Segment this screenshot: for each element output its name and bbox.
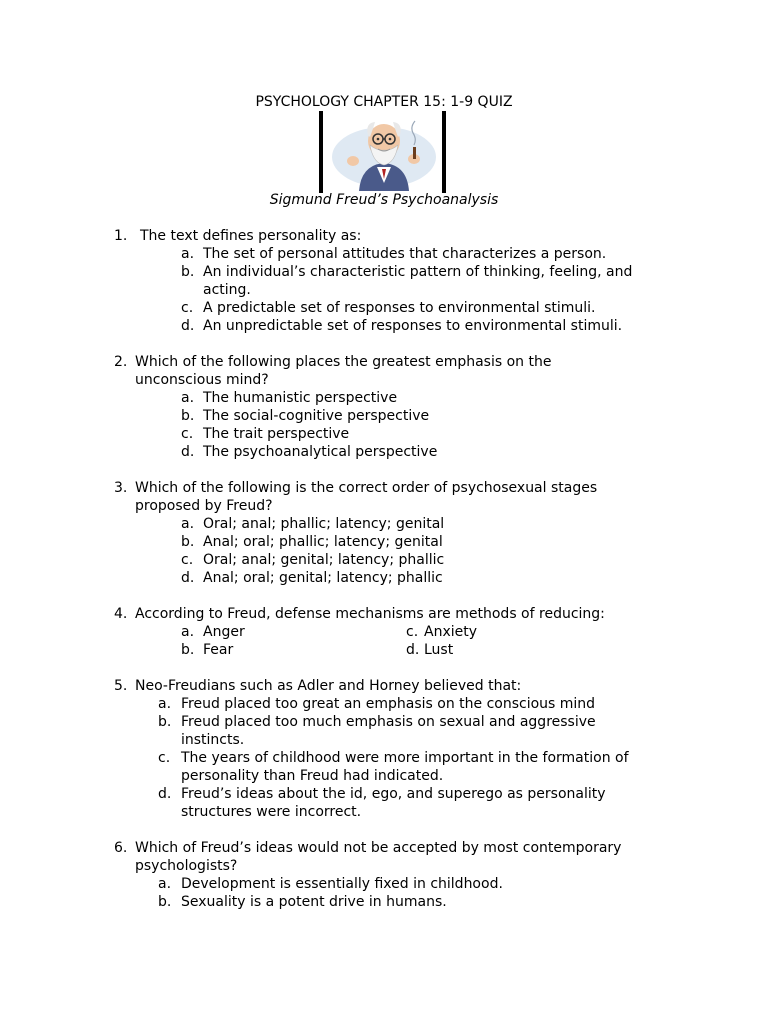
answer-option [0,425,768,443]
answer-option [0,533,768,551]
option-text: The humanistic perspective [203,390,398,406]
answer-option [0,443,768,461]
option-text: The set of personal attitudes that characterizes a person. [203,246,607,262]
question-4 [0,605,768,659]
option-letter: b. [158,714,172,730]
option-letter: b. [158,894,172,910]
option-letter: b. [181,264,195,280]
question-number: 4. [114,606,128,622]
answer-option [0,263,768,299]
answer-option [0,299,768,317]
option-text: An unpredictable set of responses to environmental stimuli. [203,318,623,334]
option-text: A predictable set of responses to environmental stimuli. [203,300,596,316]
option-text: Oral; anal; genital; latency; phallic [203,552,445,568]
option-text: Anger [203,624,245,640]
answer-option [0,785,768,821]
answer-option [0,893,768,911]
answer-option [0,245,768,263]
option-text: Sexuality is a potent drive in humans. [181,894,447,910]
option-letter: d. [181,318,195,334]
option-letter: c. [181,300,194,316]
question-text: Which of Freud’s ideas would not be accepted by most contemporary psychologists? [135,840,622,874]
question-number: 3. [114,480,128,496]
document-subtitle: Sigmund Freud’s Psychoanalysis [269,192,499,208]
option-text: An individual’s characteristic pattern of thinking, feeling, and acting. [203,264,633,298]
option-text: The years of childhood were more important in the formation of personality than Freud had indicated. [181,750,629,784]
question-text: According to Freud, defense mechanisms are methods of reducing: [135,606,605,622]
option-text: Anxiety [424,624,478,640]
option-letter: d. [158,786,172,802]
option-text: Freud placed too much emphasis on sexual and aggressive instincts. [181,714,596,748]
option-letter: a. [158,696,172,712]
question-text: The text defines personality as: [140,228,362,244]
option-text: Anal; oral; phallic; latency; genital [203,534,443,550]
option-text: The psychoanalytical perspective [203,444,438,460]
option-text: The social-cognitive perspective [203,408,430,424]
option-text: Anal; oral; genital; latency; phallic [203,570,443,586]
option-text: Freud’s ideas about the id, ego, and superego as personality structures were incorrect. [181,786,606,820]
answer-option [0,389,768,407]
option-text: Fear [203,642,234,658]
option-letter: d. [181,570,195,586]
option-letter: c. [158,750,171,766]
option-letter: a. [181,246,195,262]
option-letter: a. [181,624,195,640]
answer-option [0,695,768,713]
question-number: 1. [114,228,128,244]
question-6 [0,839,768,911]
answer-option [0,749,768,785]
figure-left-bar [319,111,323,193]
option-letter: b. [181,408,195,424]
answer-option [0,515,768,533]
answer-options-grid [0,623,768,659]
option-text: Lust [424,642,454,658]
option-letter: a. [181,516,195,532]
answer-option [0,569,768,587]
option-letter: b. [181,642,195,658]
answer-option [0,875,768,893]
option-text: Oral; anal; phallic; latency; genital [203,516,445,532]
page-title: PSYCHOLOGY CHAPTER 15: 1-9 QUIZ [255,94,513,110]
option-text: Development is essentially fixed in childhood. [181,876,503,892]
question-number: 5. [114,678,128,694]
freud-caricature-icon [329,113,439,191]
question-5 [0,677,768,821]
option-letter: c. [181,552,194,568]
option-letter: a. [181,390,195,406]
question-text: Which of the following places the greatest emphasis on the unconscious mind? [135,354,552,388]
option-letter: c. [406,624,419,640]
figure-right-bar [442,111,446,193]
answer-option [0,407,768,425]
option-letter: c. [181,426,194,442]
option-letter: a. [158,876,172,892]
question-text: Neo-Freudians such as Adler and Horney believed that: [135,678,522,694]
option-text: The trait perspective [203,426,350,442]
answer-option [0,551,768,569]
question-number: 6. [114,840,128,856]
option-letter: b. [181,534,195,550]
question-text: Which of the following is the correct order of psychosexual stages proposed by Freud? [135,480,598,514]
quiz-questions [0,227,768,929]
question-1 [0,227,768,335]
freud-caricature-figure [319,111,450,193]
option-letter: d. [406,642,420,658]
option-letter: d. [181,444,195,460]
answer-option [0,317,768,335]
option-text: Freud placed too great an emphasis on the conscious mind [181,696,596,712]
question-number: 2. [114,354,128,370]
answer-option [0,713,768,749]
question-2 [0,353,768,461]
question-3 [0,479,768,587]
